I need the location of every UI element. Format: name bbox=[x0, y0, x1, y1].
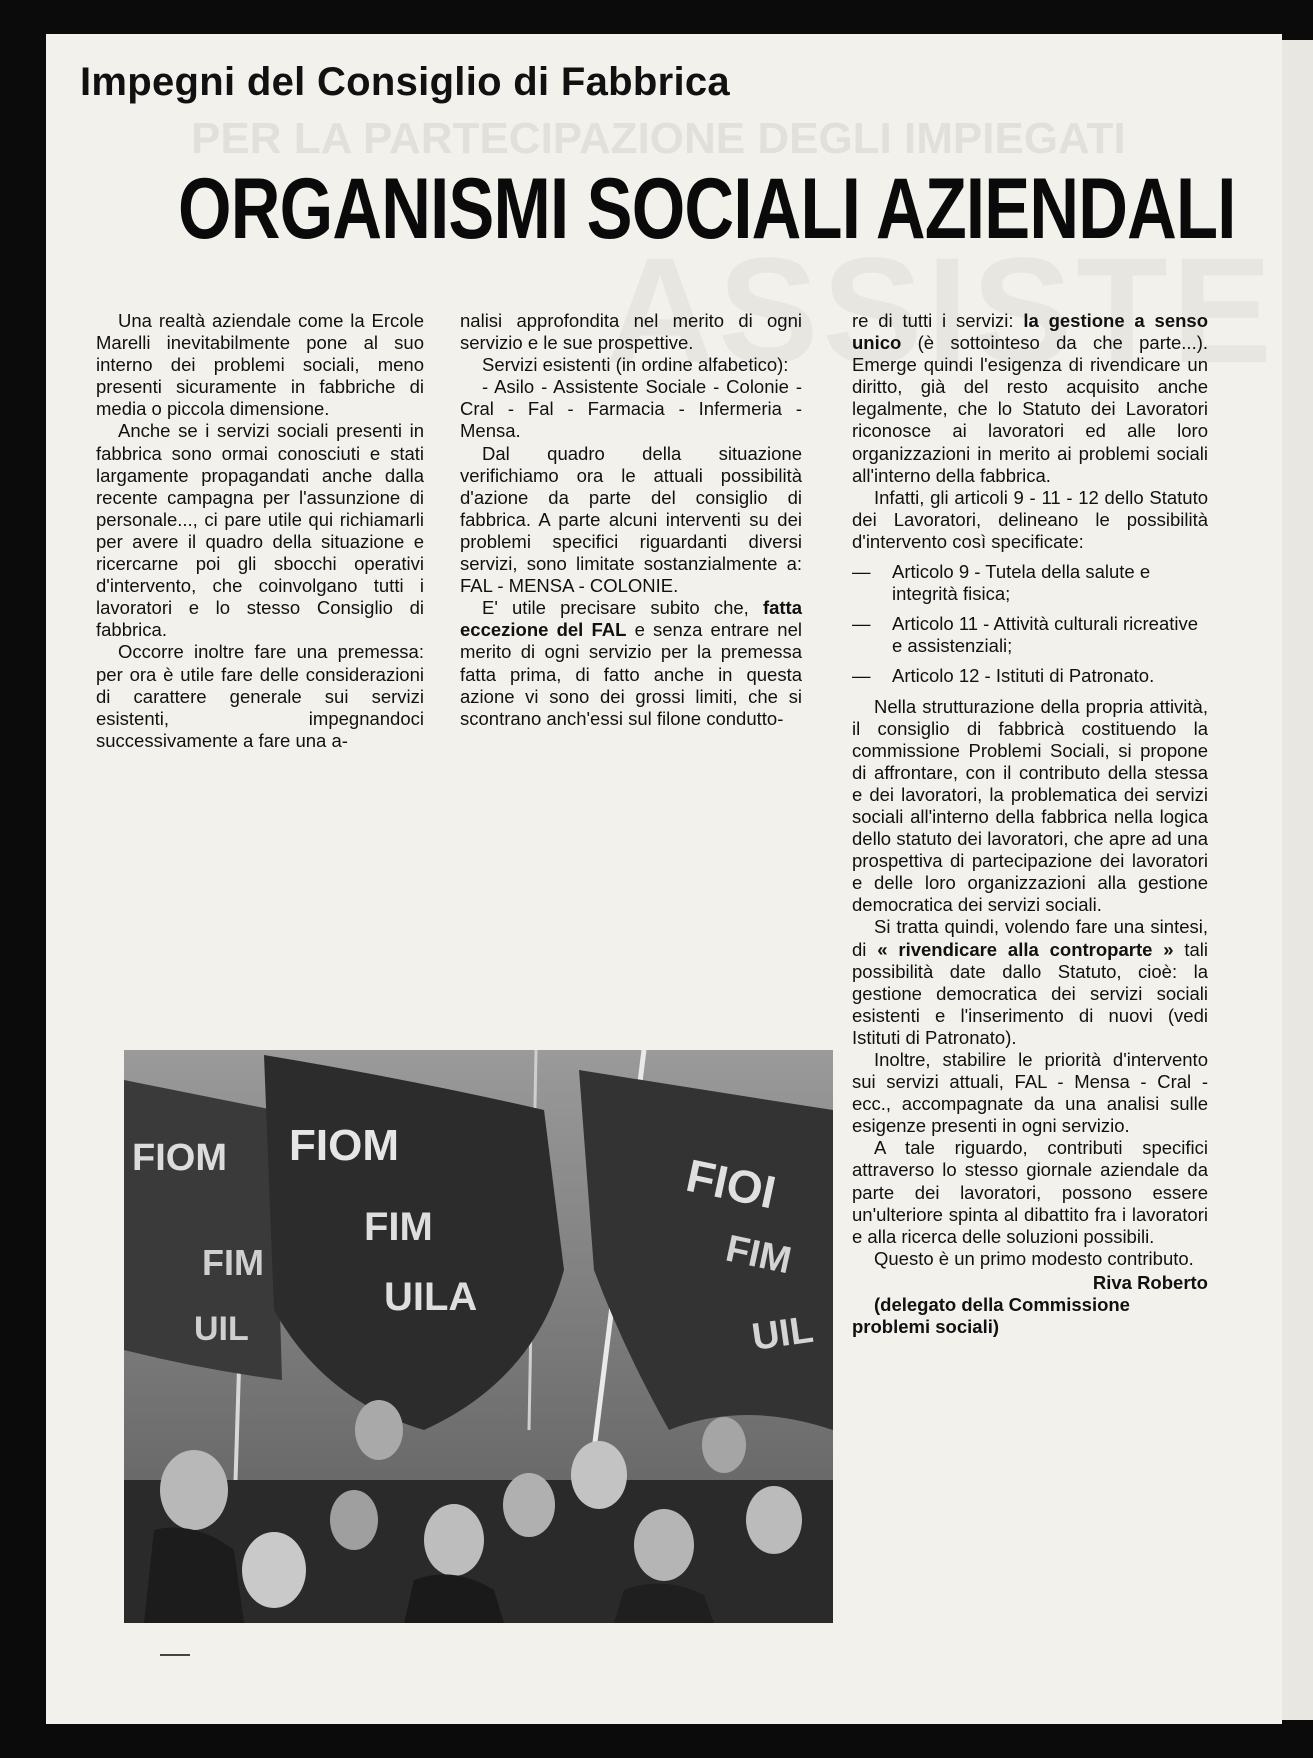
flag-text: FIOM bbox=[132, 1137, 227, 1179]
dash: — bbox=[852, 613, 871, 635]
protest-photo bbox=[124, 1050, 833, 1623]
paragraph: Anche se i servizi sociali presenti in fabbrica sono ormai conosciuti e stati largamente propagandati anche dalla recente campagna per l'assunzione di personale..., ci pare utile qui richiamarli per avere il quadro della situazione e ricercarne poi gli sbocchi operativi d'intervento, che coinvolgano tutti i lavoratori e lo stesso Consiglio di fabbrica. bbox=[96, 420, 424, 641]
paragraph bbox=[852, 310, 1208, 487]
article-list-item bbox=[852, 665, 1208, 687]
emphasis-text: la gestione a senso unico bbox=[852, 310, 1208, 354]
article-list-item bbox=[852, 561, 1208, 605]
article-kicker: Impegni del Consiglio di Fabbrica bbox=[80, 60, 730, 104]
flag-text: UILA bbox=[384, 1275, 478, 1319]
article-list-text: Articolo 12 - Istituti di Patronato. bbox=[892, 665, 1155, 687]
text-column-1 bbox=[96, 310, 424, 752]
paragraph bbox=[852, 916, 1208, 1049]
article-list-text: Articolo 9 - Tutela della salute e integrità fisica; bbox=[892, 561, 1151, 605]
emphasis-text: fatta eccezione del FAL bbox=[460, 597, 802, 641]
paragraph-text: (è sottointeso da che parte...). Emerge quindi l'esigenza di rivendicare un diritto, già del resto acquisito anche legalmente, che lo Statuto dei Lavoratori riconosce ai lavoratori ed alle loro organizzazioni in merito ai problemi sociali all'interno della fabbrica. bbox=[852, 332, 1209, 486]
author-role: (delegato della Commissione problemi sociali) bbox=[852, 1294, 1130, 1338]
protest-photo-illustration bbox=[124, 1050, 833, 1623]
flag-text: FIOI bbox=[681, 1148, 781, 1219]
dash: — bbox=[852, 561, 871, 583]
flag-text: UIL bbox=[194, 1310, 249, 1348]
paragraph-text: tali possibilità date dallo Statuto, cioè: la gestione democratica dei servizi sociali esistenti e l'inserimento di nuovi (vedi Istituti di Patronato). bbox=[852, 938, 1209, 1048]
paragraph: Infatti, gli articoli 9 - 11 - 12 dello Statuto dei Lavoratori, delineano le possibilità d'intervento così specificate: bbox=[852, 486, 1208, 552]
paragraph: Occorre inoltre fare una premessa: per ora è utile fare delle considerazioni di carattere generale sui servizi esistenti, impegnandoci successivamente a fare una a- bbox=[96, 641, 424, 751]
services-list: - Asilo - Assistente Sociale - Colonie - Cral - Fal - Farmacia - Infermeria - Mensa. bbox=[460, 376, 802, 442]
flag-text: UIL bbox=[749, 1308, 816, 1359]
paragraph-text: re di tutti i servizi: bbox=[852, 310, 1014, 331]
paragraph: Questo è un primo modesto contributo. bbox=[874, 1247, 1194, 1269]
article-headline: ORGANISMI SOCIALI AZIENDALI bbox=[178, 161, 1236, 257]
flag-text: FIM bbox=[202, 1242, 264, 1283]
paragraph: nalisi approfondita nel merito di ogni servizio e le sue prospettive. bbox=[460, 310, 802, 354]
paragraph: Nella strutturazione della propria attività, il consiglio di fabbricà costituendo la commissione Problemi Sociali, si propone di affrontare, con il contributo della stessa e dei lavoratori, la problematica dei servizi sociali all'interno della fabbrica nella logica dello statuto dei lavoratori, che apre ad una prospettiva di partecipazione dei lavoratori e delle loro organizzazioni alla gestione democratica dei servizi sociali. bbox=[852, 695, 1208, 916]
dash: — bbox=[852, 665, 871, 687]
next-page-edge bbox=[1282, 40, 1313, 1720]
article-list-text: Articolo 11 - Attività culturali ricreative e assistenziali; bbox=[892, 613, 1199, 657]
article-list-item bbox=[852, 613, 1208, 657]
page-mark bbox=[160, 1654, 190, 1656]
paragraph: Dal quadro della situazione verifichiamo ora le attuali possibilità d'azione da parte del consiglio di fabbrica. A parte alcuni interventi su dei problemi specifici riguardanti diversi servizi, sono limitate sostanzialmente a: FAL - MENSA - COLONIE. bbox=[460, 442, 802, 597]
bleed-through-text: PER LA PARTECIPAZIONE DEGLI IMPIEGATI bbox=[191, 114, 1126, 163]
emphasis-text: « rivendicare alla controparte » bbox=[877, 938, 1174, 960]
paragraph: Servizi esistenti (in ordine alfabetico): bbox=[482, 354, 789, 376]
flag-text: FIM bbox=[722, 1227, 795, 1283]
paragraph: Una realtà aziendale come la Ercole Marelli inevitabilmente pone al suo interno dei problemi sociali, meno presenti sicuramente in fabbriche di media o piccola dimensione. bbox=[96, 310, 424, 420]
author-signature: Riva Roberto bbox=[1092, 1271, 1208, 1293]
paragraph-text: E' utile precisare subito che, bbox=[482, 597, 749, 619]
paragraph bbox=[460, 597, 802, 730]
flag-text: FIM bbox=[364, 1205, 433, 1249]
text-column-2 bbox=[460, 310, 802, 730]
text-column-3 bbox=[852, 310, 1208, 1338]
paragraph: Inoltre, stabilire le priorità d'intervento sui servizi attuali, FAL - Mensa - Cral - ecc., accompagnate da una analisi sulle esigenze presenti in ogni servizio. bbox=[852, 1049, 1208, 1137]
paragraph-text: e senza entrare nel merito di ogni servizio per la premessa fatta prima, di fatto anche in questa azione vi sono dei grossi limiti, che si scontrano anch'essi sul filone condutto- bbox=[460, 619, 802, 729]
paragraph: A tale riguardo, contributi specifici attraverso lo stesso giornale aziendale da parte dei lavoratori, possono essere un'ulteriore spinta al dibattito fra i lavoratori e alla ricerca delle soluzioni possibili. bbox=[852, 1137, 1208, 1247]
paragraph-text: Si tratta quindi, volendo fare una sintesi, di bbox=[852, 916, 1208, 960]
flag-text: FIOM bbox=[289, 1121, 399, 1170]
